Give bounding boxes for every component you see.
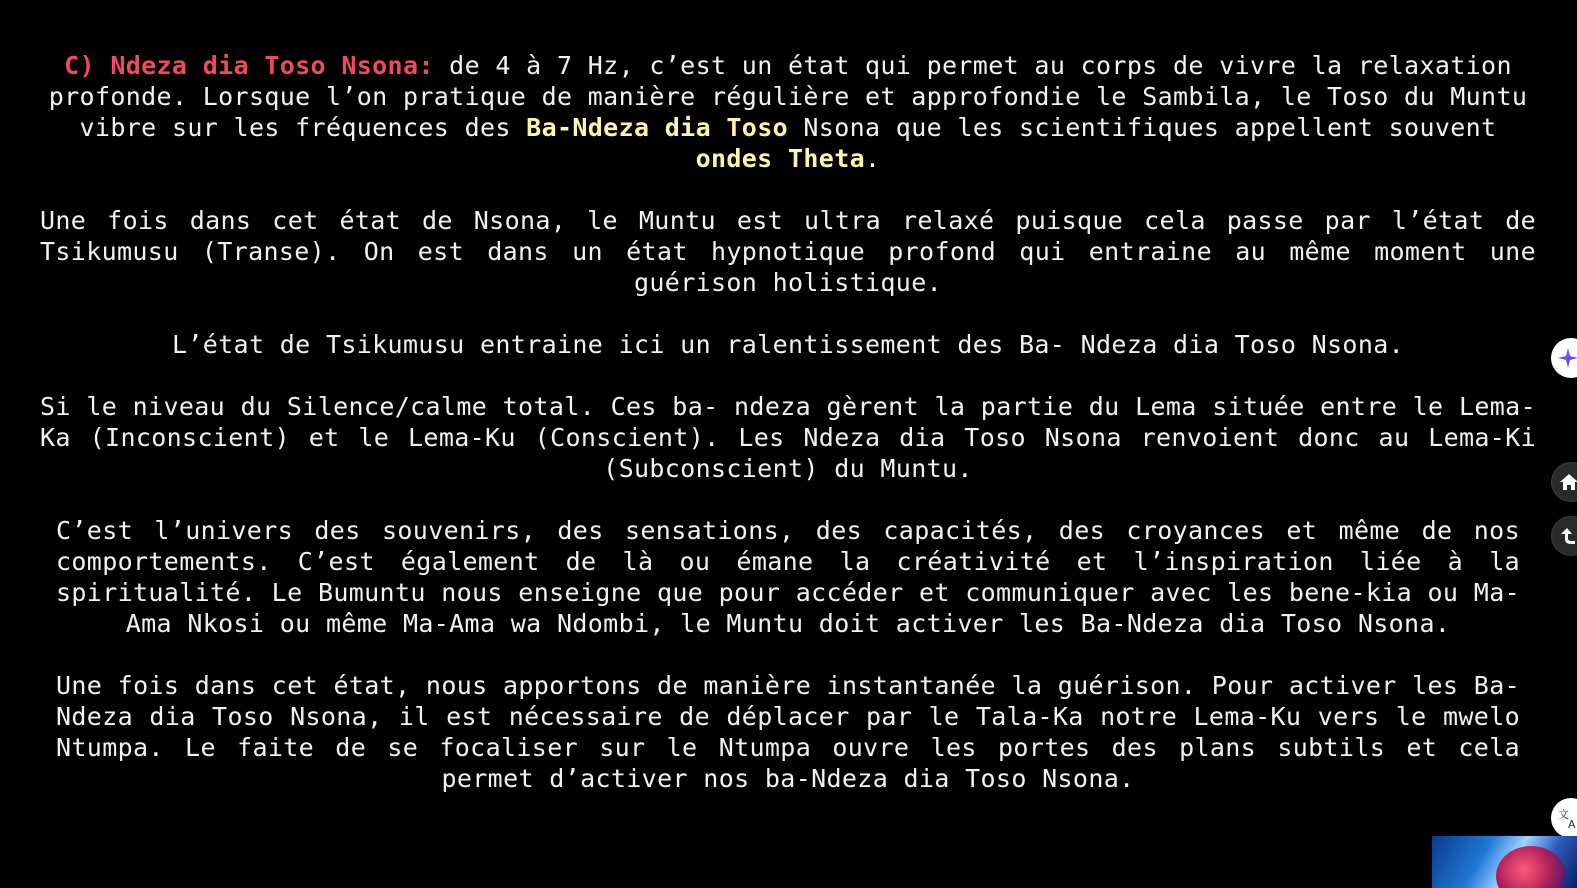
- section-heading: C) Ndeza dia Toso Nsona:: [64, 51, 434, 80]
- sparkle-button[interactable]: [1551, 338, 1577, 378]
- highlight-ba-ndeza: Ba-Ndeza dia Toso: [526, 113, 788, 142]
- back-arrow-icon: [1558, 525, 1577, 547]
- home-button[interactable]: [1551, 462, 1577, 502]
- paragraph-tsikumusu: L’état de Tsikumusu entraine ici un ralentissement des Ba- Ndeza dia Toso Nsona.: [171, 330, 1405, 359]
- svg-text:文: 文: [1558, 808, 1570, 821]
- video-thumbnail[interactable]: [1432, 836, 1577, 888]
- paragraph-theta-text-a: de 4 à 7 Hz, c’est un état qui permet au corps de vivre la relaxation profonde. Lorsque l’on pratique de manière régulière et approfondie le Sambila, le Toso du Muntu vibre sur les fréquences des: [48, 51, 1528, 142]
- translate-icon: [1557, 806, 1577, 830]
- paragraph-guerison: Une fois dans cet état, nous apportons de manière instantanée la guérison. Pour activer les Ba-Ndeza dia Toso Nsona, il est nécessaire de déplacer par le Tala-Ka notre Lema-Ku vers le mwelo Ntumpa. Le faite de se focaliser sur le Ntumpa ouvre les portes des plans subtils et cela permet d’activer nos ba-Ndeza dia Toso Nsona.: [56, 671, 1520, 793]
- paragraph-theta: [40, 50, 1536, 174]
- thumbnail-graphic: [1496, 846, 1566, 888]
- translate-button[interactable]: [1551, 798, 1577, 838]
- paragraph-nsona-state: Une fois dans cet état de Nsona, le Muntu est ultra relaxé puisque cela passe par l’état de Tsikumusu (Transe). On est dans un état hypnotique profond qui entraine au même moment une guérison holistique.: [40, 206, 1536, 297]
- paragraph-theta-text-b: Nsona que les scientifiques appellent souvent: [788, 113, 1497, 142]
- svg-text:A: A: [1568, 818, 1576, 830]
- highlight-ondes-theta: ondes Theta: [695, 144, 865, 173]
- paragraph-univers: C’est l’univers des souvenirs, des sensations, des capacités, des croyances et même de nos comportements. C’est également de là ou émane la créativité et l’inspiration liée à la spiritualité. Le Bumuntu nous enseigne que pour accéder et communiquer avec les bene-kia ou Ma-Ama Nkosi ou même Ma-Ama wa Ndombi, le Muntu doit activer les Ba-Ndeza dia Toso Nsona.: [56, 516, 1520, 638]
- sparkle-icon: [1557, 347, 1577, 369]
- back-button[interactable]: [1551, 516, 1577, 556]
- slide-content: [40, 50, 1536, 825]
- paragraph-theta-text-c: .: [865, 144, 881, 173]
- paragraph-silence: Si le niveau du Silence/calme total. Ces ba- ndeza gèrent la partie du Lema située entre le Lema-Ka (Inconscient) et le Lema-Ku (Conscient). Les Ndeza dia Toso Nsona renvoient donc au Lema-Ki (Subconscient) du Muntu.: [40, 392, 1536, 483]
- home-icon: [1558, 471, 1577, 493]
